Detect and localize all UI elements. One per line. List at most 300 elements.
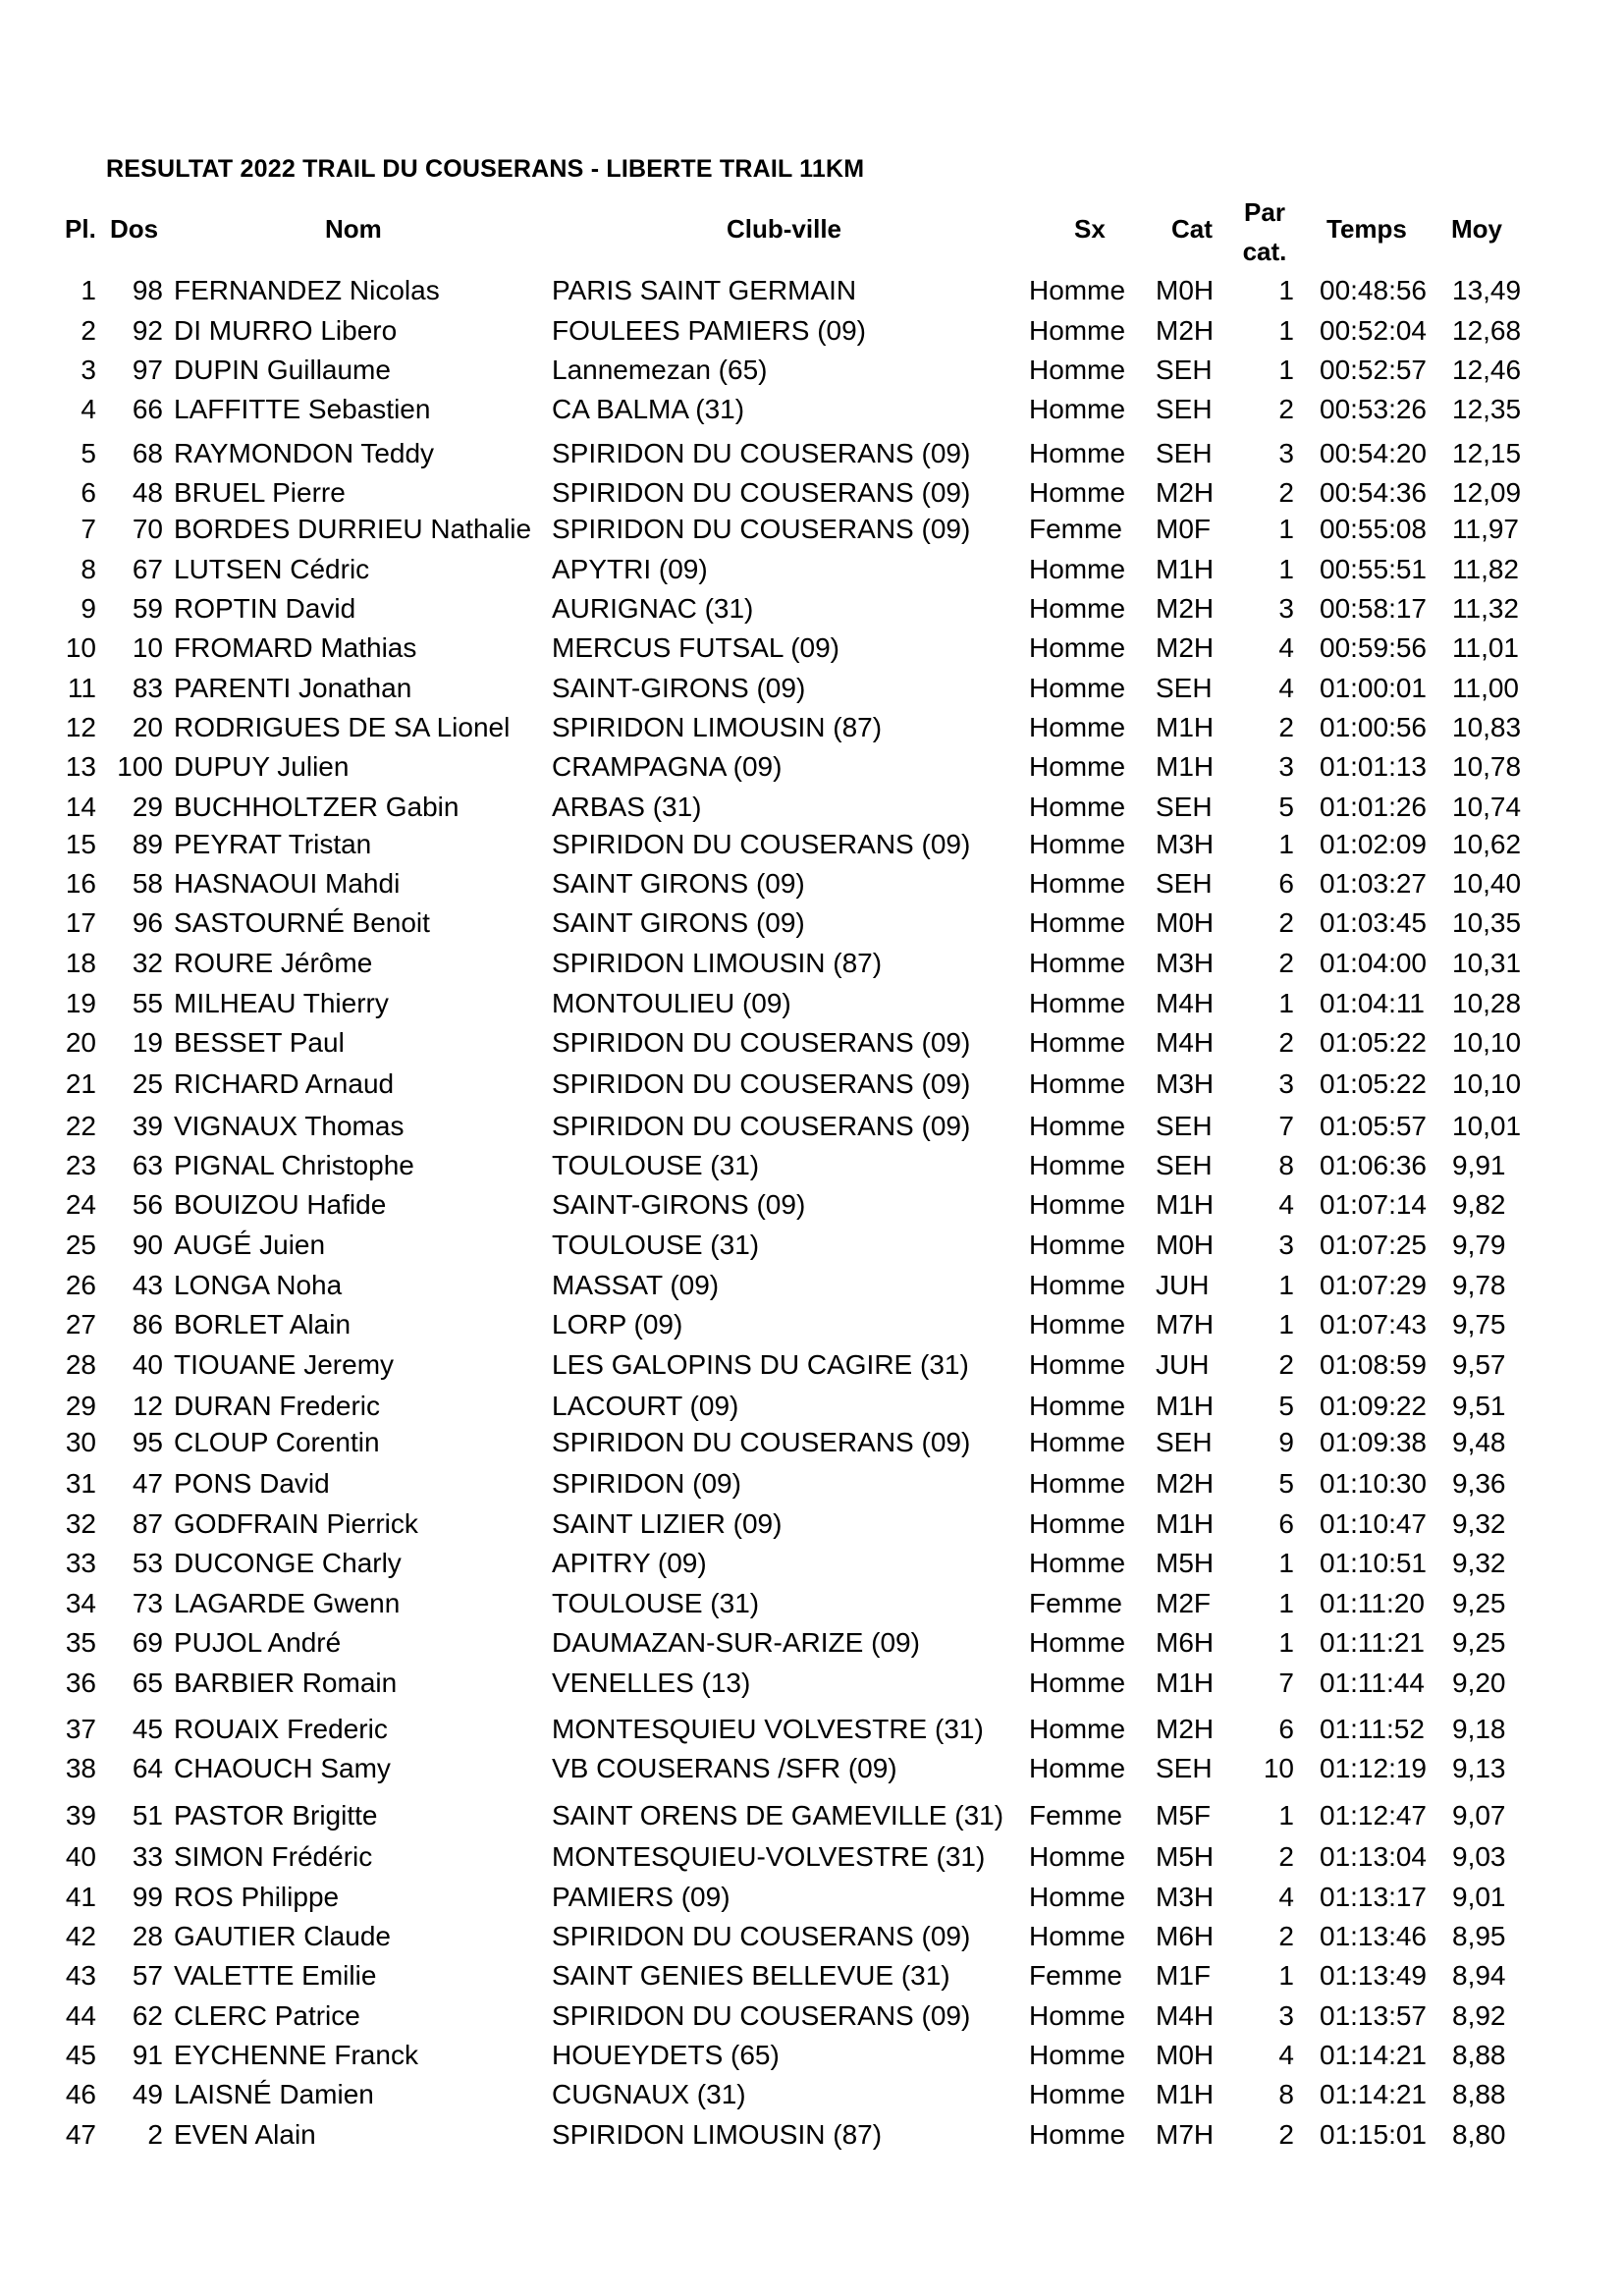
cell-dos: 29: [132, 792, 163, 822]
cell-par: 1: [1278, 1960, 1294, 1991]
table-row: [0, 352, 1623, 389]
cell-par: 2: [1278, 2119, 1294, 2150]
cell-temps: 00:52:04: [1320, 315, 1427, 346]
cell-sx: Homme: [1029, 1349, 1126, 1380]
cell-moy: 9,18: [1452, 1714, 1506, 1744]
cell-sx: Homme: [1029, 1391, 1126, 1421]
cell-nom: PUJOL André: [174, 1627, 342, 1658]
cell-par: 4: [1278, 1882, 1294, 1912]
cell-nom: ROUAIX Frederic: [174, 1714, 388, 1744]
table-row: [0, 590, 1623, 628]
cell-moy: 11,01: [1452, 632, 1519, 663]
cell-cat: SEH: [1156, 1753, 1213, 1783]
cell-moy: 9,48: [1452, 1427, 1506, 1457]
cell-par: 5: [1278, 1391, 1294, 1421]
header-club: Club-ville: [727, 214, 842, 244]
cell-cat: M2H: [1156, 477, 1215, 508]
page-title: RESULTAT 2022 TRAIL DU COUSERANS - LIBERTE TRAIL 11KM: [106, 155, 865, 183]
cell-par: 3: [1278, 438, 1294, 468]
cell-club: SPIRIDON DU COUSERANS (09): [552, 514, 971, 544]
header-par-line2: cat.: [1242, 237, 1287, 266]
cell-cat: SEH: [1156, 673, 1213, 703]
cell-sx: Homme: [1029, 1841, 1126, 1872]
cell-cat: M1F: [1156, 1960, 1211, 1991]
cell-club: TOULOUSE (31): [552, 1150, 760, 1180]
cell-moy: 8,94: [1452, 1960, 1506, 1991]
table-row: [0, 1024, 1623, 1062]
cell-nom: GAUTIER Claude: [174, 1921, 391, 1951]
cell-sx: Homme: [1029, 673, 1126, 703]
cell-club: LACOURT (09): [552, 1391, 739, 1421]
cell-nom: EYCHENNE Franck: [174, 2040, 418, 2070]
cell-nom: BUCHHOLTZER Gabin: [174, 792, 460, 822]
cell-cat: M5H: [1156, 1841, 1215, 1872]
cell-sx: Homme: [1029, 1882, 1126, 1912]
cell-pl: 30: [65, 1427, 96, 1457]
cell-cat: M2F: [1156, 1588, 1211, 1618]
cell-club: MONTESQUIEU VOLVESTRE (31): [552, 1714, 984, 1744]
cell-dos: 45: [132, 1714, 163, 1744]
cell-dos: 53: [132, 1548, 163, 1578]
cell-par: 3: [1278, 1230, 1294, 1260]
cell-dos: 96: [132, 907, 163, 938]
cell-moy: 9,25: [1452, 1588, 1506, 1618]
cell-par: 2: [1278, 948, 1294, 978]
cell-sx: Femme: [1029, 1800, 1122, 1831]
cell-dos: 40: [132, 1349, 163, 1380]
cell-pl: 35: [65, 1627, 96, 1658]
cell-cat: M6H: [1156, 1627, 1215, 1658]
cell-pl: 16: [65, 868, 96, 899]
cell-pl: 23: [65, 1150, 96, 1180]
cell-sx: Homme: [1029, 1150, 1126, 1180]
cell-dos: 19: [132, 1027, 163, 1058]
cell-club: MONTOULIEU (09): [552, 988, 791, 1018]
cell-club: Lannemezan (65): [552, 355, 768, 385]
cell-nom: ROS Philippe: [174, 1882, 340, 1912]
cell-nom: GODFRAIN Pierrick: [174, 1508, 418, 1539]
cell-nom: BORLET Alain: [174, 1309, 352, 1339]
cell-cat: SEH: [1156, 394, 1213, 424]
cell-temps: 01:07:25: [1320, 1230, 1427, 1260]
cell-sx: Homme: [1029, 751, 1126, 782]
cell-nom: BRUEL Pierre: [174, 477, 346, 508]
cell-cat: SEH: [1156, 1150, 1213, 1180]
cell-pl: 8: [81, 554, 96, 584]
cell-dos: 25: [132, 1068, 163, 1099]
table-row: [0, 629, 1623, 667]
cell-par: 1: [1278, 355, 1294, 385]
table-row: [0, 551, 1623, 588]
cell-club: SAINT ORENS DE GAMEVILLE (31): [552, 1800, 1004, 1831]
table-row: [0, 1711, 1623, 1748]
cell-temps: 01:07:43: [1320, 1309, 1427, 1339]
cell-sx: Homme: [1029, 1468, 1126, 1499]
cell-sx: Homme: [1029, 1627, 1126, 1658]
cell-temps: 01:03:27: [1320, 868, 1427, 899]
cell-moy: 9,32: [1452, 1508, 1506, 1539]
cell-cat: M3H: [1156, 1068, 1215, 1099]
cell-par: 5: [1278, 1468, 1294, 1499]
cell-moy: 13,49: [1452, 275, 1522, 305]
cell-nom: MILHEAU Thierry: [174, 988, 389, 1018]
cell-club: SPIRIDON (09): [552, 1468, 741, 1499]
cell-par: 9: [1278, 1427, 1294, 1457]
table-row: [0, 748, 1623, 786]
table-row: [0, 1346, 1623, 1384]
cell-cat: M5H: [1156, 1548, 1215, 1578]
cell-pl: 46: [65, 2079, 96, 2109]
cell-temps: 01:12:19: [1320, 1753, 1427, 1783]
cell-par: 1: [1278, 275, 1294, 305]
cell-sx: Femme: [1029, 1960, 1122, 1991]
table-row: [0, 1267, 1623, 1304]
cell-dos: 43: [132, 1270, 163, 1300]
cell-pl: 38: [65, 1753, 96, 1783]
cell-moy: 9,82: [1452, 1189, 1506, 1220]
cell-moy: 12,09: [1452, 477, 1522, 508]
cell-nom: CHAOUCH Samy: [174, 1753, 391, 1783]
cell-nom: BORDES DURRIEU Nathalie: [174, 514, 532, 544]
table-row: [0, 312, 1623, 350]
cell-sx: Homme: [1029, 1714, 1126, 1744]
cell-dos: 99: [132, 1882, 163, 1912]
cell-pl: 10: [65, 632, 96, 663]
cell-dos: 47: [132, 1468, 163, 1499]
cell-par: 8: [1278, 2079, 1294, 2109]
cell-pl: 7: [81, 514, 96, 544]
cell-par: 1: [1278, 1800, 1294, 1831]
cell-club: ARBAS (31): [552, 792, 702, 822]
cell-pl: 34: [65, 1588, 96, 1618]
cell-sx: Homme: [1029, 1189, 1126, 1220]
cell-dos: 92: [132, 315, 163, 346]
table-row: [0, 865, 1623, 902]
table-row: [0, 670, 1623, 707]
table-row: [0, 945, 1623, 982]
table-row: [0, 709, 1623, 746]
table-row: [0, 1624, 1623, 1662]
cell-club: MASSAT (09): [552, 1270, 720, 1300]
cell-par: 2: [1278, 712, 1294, 742]
cell-cat: M7H: [1156, 1309, 1215, 1339]
cell-pl: 40: [65, 1841, 96, 1872]
cell-sx: Femme: [1029, 514, 1122, 544]
cell-par: 8: [1278, 1150, 1294, 1180]
cell-cat: M3H: [1156, 829, 1215, 859]
cell-pl: 12: [65, 712, 96, 742]
cell-club: SAINT GENIES BELLEVUE (31): [552, 1960, 950, 1991]
cell-moy: 10,78: [1452, 751, 1522, 782]
cell-par: 1: [1278, 315, 1294, 346]
cell-moy: 9,01: [1452, 1882, 1506, 1912]
cell-club: LES GALOPINS DU CAGIRE (31): [552, 1349, 969, 1380]
cell-moy: 10,10: [1452, 1027, 1522, 1058]
cell-temps: 00:55:08: [1320, 514, 1427, 544]
cell-par: 3: [1278, 1068, 1294, 1099]
cell-sx: Homme: [1029, 315, 1126, 346]
cell-par: 4: [1278, 1189, 1294, 1220]
cell-temps: 01:13:46: [1320, 1921, 1427, 1951]
cell-nom: RODRIGUES DE SA Lionel: [174, 712, 511, 742]
cell-cat: SEH: [1156, 355, 1213, 385]
cell-cat: M6H: [1156, 1921, 1215, 1951]
cell-nom: SIMON Frédéric: [174, 1841, 373, 1872]
cell-temps: 01:06:36: [1320, 1150, 1427, 1180]
cell-club: CUGNAUX (31): [552, 2079, 746, 2109]
cell-club: SPIRIDON DU COUSERANS (09): [552, 438, 971, 468]
cell-cat: M2H: [1156, 1468, 1215, 1499]
cell-dos: 73: [132, 1588, 163, 1618]
cell-par: 1: [1278, 1548, 1294, 1578]
cell-nom: BARBIER Romain: [174, 1667, 398, 1698]
cell-nom: FROMARD Mathias: [174, 632, 417, 663]
cell-sx: Homme: [1029, 355, 1126, 385]
table-row: [0, 2116, 1623, 2154]
cell-temps: 00:55:51: [1320, 554, 1427, 584]
cell-club: SPIRIDON DU COUSERANS (09): [552, 829, 971, 859]
cell-moy: 9,25: [1452, 1627, 1506, 1658]
cell-moy: 9,20: [1452, 1667, 1506, 1698]
cell-sx: Homme: [1029, 988, 1126, 1018]
cell-club: PAMIERS (09): [552, 1882, 730, 1912]
cell-moy: 9,75: [1452, 1309, 1506, 1339]
cell-temps: 00:54:36: [1320, 477, 1427, 508]
cell-pl: 1: [81, 275, 96, 305]
cell-temps: 01:07:14: [1320, 1189, 1427, 1220]
cell-cat: M2H: [1156, 1714, 1215, 1744]
cell-sx: Homme: [1029, 907, 1126, 938]
cell-nom: BESSET Paul: [174, 1027, 345, 1058]
table-row: [0, 1227, 1623, 1264]
header-sx: Sx: [1074, 214, 1106, 244]
cell-par: 4: [1278, 2040, 1294, 2070]
cell-cat: M1H: [1156, 1391, 1215, 1421]
cell-cat: JUH: [1156, 1349, 1210, 1380]
cell-temps: 01:11:44: [1320, 1667, 1425, 1698]
cell-sx: Homme: [1029, 712, 1126, 742]
cell-dos: 49: [132, 2079, 163, 2109]
cell-dos: 65: [132, 1667, 163, 1698]
cell-sx: Homme: [1029, 1230, 1126, 1260]
cell-temps: 00:54:20: [1320, 438, 1427, 468]
cell-temps: 01:05:22: [1320, 1027, 1427, 1058]
cell-moy: 9,78: [1452, 1270, 1506, 1300]
cell-moy: 8,95: [1452, 1921, 1506, 1951]
cell-moy: 8,92: [1452, 2000, 1506, 2031]
cell-moy: 9,07: [1452, 1800, 1506, 1831]
cell-par: 4: [1278, 673, 1294, 703]
cell-pl: 41: [65, 1882, 96, 1912]
cell-temps: 00:52:57: [1320, 355, 1427, 385]
cell-par: 7: [1278, 1111, 1294, 1141]
cell-temps: 00:59:56: [1320, 632, 1427, 663]
cell-pl: 14: [65, 792, 96, 822]
cell-temps: 01:10:30: [1320, 1468, 1427, 1499]
cell-dos: 91: [132, 2040, 163, 2070]
cell-moy: 9,79: [1452, 1230, 1506, 1260]
cell-pl: 15: [65, 829, 96, 859]
table-row: [0, 1585, 1623, 1622]
cell-cat: SEH: [1156, 792, 1213, 822]
cell-club: SPIRIDON DU COUSERANS (09): [552, 477, 971, 508]
cell-nom: ROPTIN David: [174, 593, 356, 624]
cell-club: APITRY (09): [552, 1548, 707, 1578]
cell-pl: 3: [81, 355, 96, 385]
table-row: [0, 2037, 1623, 2074]
cell-cat: M7H: [1156, 2119, 1215, 2150]
table-row: [0, 789, 1623, 826]
cell-moy: 9,51: [1452, 1391, 1506, 1421]
cell-moy: 10,01: [1452, 1111, 1522, 1141]
cell-nom: DUPUY Julien: [174, 751, 350, 782]
cell-par: 5: [1278, 792, 1294, 822]
table-row: [0, 1918, 1623, 1955]
cell-pl: 31: [65, 1468, 96, 1499]
cell-sx: Homme: [1029, 2040, 1126, 2070]
cell-club: SAINT GIRONS (09): [552, 868, 805, 899]
cell-sx: Homme: [1029, 792, 1126, 822]
cell-club: HOUEYDETS (65): [552, 2040, 780, 2070]
cell-temps: 01:05:22: [1320, 1068, 1427, 1099]
cell-par: 2: [1278, 907, 1294, 938]
cell-club: SPIRIDON LIMOUSIN (87): [552, 712, 883, 742]
cell-sx: Homme: [1029, 554, 1126, 584]
cell-cat: M5F: [1156, 1800, 1211, 1831]
cell-temps: 01:11:20: [1320, 1588, 1425, 1618]
cell-dos: 89: [132, 829, 163, 859]
table-row: [0, 1066, 1623, 1103]
cell-par: 1: [1278, 1270, 1294, 1300]
cell-club: DAUMAZAN-SUR-ARIZE (09): [552, 1627, 920, 1658]
cell-temps: 01:15:01: [1320, 2119, 1427, 2150]
cell-moy: 9,03: [1452, 1841, 1506, 1872]
table-row: [0, 1186, 1623, 1224]
table-row: [0, 1424, 1623, 1461]
cell-par: 6: [1278, 868, 1294, 899]
cell-pl: 5: [81, 438, 96, 468]
cell-club: SPIRIDON LIMOUSIN (87): [552, 948, 883, 978]
cell-nom: DUPIN Guillaume: [174, 355, 391, 385]
cell-dos: 95: [132, 1427, 163, 1457]
cell-club: SPIRIDON DU COUSERANS (09): [552, 1027, 971, 1058]
table-row: [0, 435, 1623, 472]
cell-par: 7: [1278, 1667, 1294, 1698]
cell-par: 2: [1278, 477, 1294, 508]
cell-pl: 25: [65, 1230, 96, 1260]
cell-temps: 01:05:57: [1320, 1111, 1427, 1141]
header-par-cat: [1235, 192, 1294, 271]
cell-cat: M0H: [1156, 275, 1215, 305]
cell-pl: 45: [65, 2040, 96, 2070]
cell-nom: HASNAOUI Mahdi: [174, 868, 401, 899]
cell-club: SAINT-GIRONS (09): [552, 673, 806, 703]
cell-nom: PEYRAT Tristan: [174, 829, 372, 859]
header-cat: Cat: [1171, 214, 1213, 244]
cell-dos: 87: [132, 1508, 163, 1539]
cell-moy: 10,83: [1452, 712, 1522, 742]
cell-dos: 62: [132, 2000, 163, 2031]
cell-pl: 33: [65, 1548, 96, 1578]
cell-par: 2: [1278, 1921, 1294, 1951]
cell-nom: PARENTI Jonathan: [174, 673, 412, 703]
cell-nom: LUTSEN Cédric: [174, 554, 370, 584]
cell-dos: 63: [132, 1150, 163, 1180]
cell-sx: Homme: [1029, 2000, 1126, 2031]
cell-temps: 01:14:21: [1320, 2079, 1427, 2109]
table-row: [0, 1147, 1623, 1184]
cell-cat: M0H: [1156, 2040, 1215, 2070]
cell-par: 1: [1278, 829, 1294, 859]
header-pl: Pl.: [65, 214, 96, 244]
cell-dos: 59: [132, 593, 163, 624]
cell-pl: 2: [81, 315, 96, 346]
table-row: [0, 1838, 1623, 1876]
cell-moy: 12,15: [1452, 438, 1522, 468]
cell-sx: Homme: [1029, 593, 1126, 624]
cell-sx: Homme: [1029, 438, 1126, 468]
cell-pl: 22: [65, 1111, 96, 1141]
cell-moy: 10,10: [1452, 1068, 1522, 1099]
cell-par: 6: [1278, 1714, 1294, 1744]
cell-temps: 01:12:47: [1320, 1800, 1427, 1831]
cell-moy: 10,31: [1452, 948, 1522, 978]
cell-nom: DURAN Frederic: [174, 1391, 381, 1421]
cell-moy: 11,97: [1452, 514, 1519, 544]
cell-dos: 69: [132, 1627, 163, 1658]
cell-dos: 83: [132, 673, 163, 703]
cell-dos: 86: [132, 1309, 163, 1339]
cell-temps: 01:00:56: [1320, 712, 1427, 742]
cell-pl: 11: [67, 673, 96, 703]
cell-nom: LAGARDE Gwenn: [174, 1588, 401, 1618]
cell-moy: 12,68: [1452, 315, 1522, 346]
cell-temps: 01:02:09: [1320, 829, 1427, 859]
cell-temps: 01:04:00: [1320, 948, 1427, 978]
table-row: [0, 1797, 1623, 1834]
cell-nom: EVEN Alain: [174, 2119, 316, 2150]
cell-sx: Homme: [1029, 1270, 1126, 1300]
cell-cat: M4H: [1156, 2000, 1215, 2031]
cell-par: 1: [1278, 554, 1294, 584]
cell-cat: M4H: [1156, 1027, 1215, 1058]
cell-par: 2: [1278, 1349, 1294, 1380]
cell-pl: 4: [81, 394, 96, 424]
cell-club: SAINT GIRONS (09): [552, 907, 805, 938]
cell-pl: 28: [65, 1349, 96, 1380]
cell-nom: SASTOURNÉ Benoit: [174, 907, 430, 938]
cell-moy: 9,13: [1452, 1753, 1506, 1783]
cell-nom: PIGNAL Christophe: [174, 1150, 414, 1180]
cell-pl: 24: [65, 1189, 96, 1220]
cell-pl: 39: [65, 1800, 96, 1831]
table-row: [0, 1505, 1623, 1543]
cell-dos: 97: [132, 355, 163, 385]
cell-sx: Homme: [1029, 632, 1126, 663]
cell-temps: 01:00:01: [1320, 673, 1427, 703]
cell-temps: 01:09:38: [1320, 1427, 1427, 1457]
cell-par: 1: [1278, 988, 1294, 1018]
cell-sx: Homme: [1029, 477, 1126, 508]
cell-cat: SEH: [1156, 438, 1213, 468]
cell-dos: 32: [132, 948, 163, 978]
table-row: [0, 391, 1623, 428]
cell-nom: ROURE Jérôme: [174, 948, 373, 978]
cell-temps: 01:09:22: [1320, 1391, 1427, 1421]
cell-temps: 00:48:56: [1320, 275, 1427, 305]
cell-par: 2: [1278, 1027, 1294, 1058]
cell-temps: 00:58:17: [1320, 593, 1427, 624]
